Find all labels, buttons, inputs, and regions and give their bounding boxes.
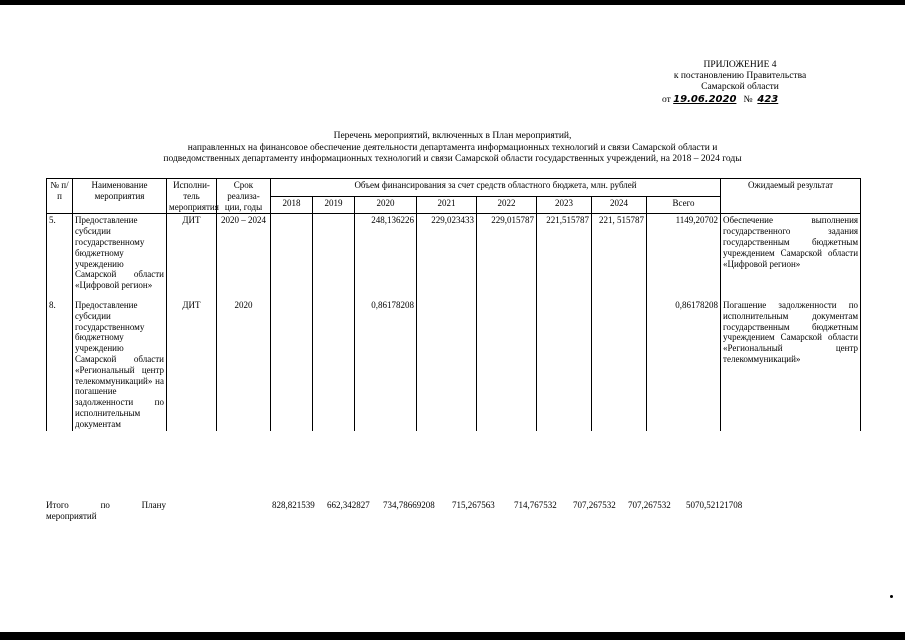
row-result: Обеспечение выполнения государственного задания государственным бюджетным учреждением Самарской области «Цифровой регион» <box>721 214 861 292</box>
col-header-2021: 2021 <box>417 196 477 214</box>
row-total: 0,86178208 <box>647 292 721 431</box>
totals-v2020: 734,78669208 <box>383 500 435 510</box>
totals-v2023: 707,267532 <box>573 500 616 510</box>
totals-total: 5070,52121708 <box>686 500 743 510</box>
row-v2023 <box>537 292 592 431</box>
header-row-1 <box>47 179 861 197</box>
row-name: Предоставление субсидии государственному бюджетному учреждению Самарской области «Цифровой регион» <box>73 214 167 292</box>
row-num: 8. <box>47 292 73 431</box>
row-num: 5. <box>47 214 73 292</box>
row-v2020: 0,86178208 <box>355 292 417 431</box>
row-v2019 <box>313 292 355 431</box>
totals-label <box>46 500 166 522</box>
totals-label-b: по <box>100 500 110 510</box>
col-header-result: Ожидаемый результат <box>721 179 861 214</box>
table-row <box>47 214 861 292</box>
col-header-2019: 2019 <box>313 196 355 214</box>
row-executor: ДИТ <box>167 292 217 431</box>
annex-number: 423 <box>757 93 779 105</box>
row-v2024: 221, 515787 <box>592 214 647 292</box>
row-name: Предоставление субсидии государственному бюджетному учреждению Самарской области «Региональный центр телекоммуникаций» на погашение задолженности по исполнительным документам <box>73 292 167 431</box>
scan-border-top <box>0 0 905 5</box>
totals-v2024: 707,267532 <box>628 500 671 510</box>
col-header-2020: 2020 <box>355 196 417 214</box>
table-row <box>47 292 861 431</box>
totals-label-c: Плану <box>141 500 166 510</box>
row-v2021 <box>417 292 477 431</box>
document-title <box>0 131 905 166</box>
totals-v2022: 714,767532 <box>514 500 557 510</box>
row-v2018 <box>271 214 313 292</box>
row-v2018 <box>271 292 313 431</box>
title-line-2: направленных на финансовое обеспечение деятельности департамента информационных технологий и связи Самарской области и <box>187 142 718 153</box>
row-v2022 <box>477 292 537 431</box>
totals-label-d: мероприятий <box>46 510 97 521</box>
scan-speck <box>890 595 893 598</box>
col-header-2022: 2022 <box>477 196 537 214</box>
annex-date: 19.06.2020 <box>673 93 737 105</box>
col-header-term: Срок реализа-ции, годы <box>217 179 271 214</box>
row-result: Погашение задолженности по исполнительным документам государственным бюджетным учреждением Самарской области «Региональный центр телекоммуникаций» <box>721 292 861 431</box>
scan-border-bottom <box>0 632 905 640</box>
col-header-total: Всего <box>647 196 721 214</box>
title-line-1: Перечень мероприятий, включенных в План мероприятий, <box>333 131 572 141</box>
row-v2022: 229,015787 <box>477 214 537 292</box>
col-header-2018: 2018 <box>271 196 313 214</box>
totals-label-a: Итого <box>46 500 69 510</box>
col-header-name: Наименование мероприятия <box>73 179 167 214</box>
title-line-3: подведомственных департаменту информационных технологий и связи Самарской области государственных учреждений, на 2018 – 2024 годы <box>163 154 742 165</box>
annex-order-line <box>640 94 840 106</box>
col-header-2023: 2023 <box>537 196 592 214</box>
row-v2021: 229,023433 <box>417 214 477 292</box>
row-v2019 <box>313 214 355 292</box>
annex-line-2: Самарской области <box>701 82 779 93</box>
annex-block <box>640 60 840 106</box>
col-header-executor: Исполни-тель мероприятия <box>167 179 217 214</box>
annex-number-label: № <box>743 94 753 105</box>
totals-v2019: 662,342827 <box>327 500 370 510</box>
row-executor: ДИТ <box>167 214 217 292</box>
annex-title: ПРИЛОЖЕНИЕ 4 <box>703 60 777 70</box>
col-header-2024: 2024 <box>592 196 647 214</box>
row-term: 2020 – 2024 <box>217 214 271 292</box>
col-header-funding: Объем финансирования за счет средств областного бюджета, млн. рублей <box>271 179 721 197</box>
totals-v2018: 828,821539 <box>272 500 315 510</box>
annex-line-1: к постановлению Правительства <box>673 71 807 82</box>
row-v2023: 221,515787 <box>537 214 592 292</box>
totals-v2021: 715,267563 <box>452 500 495 510</box>
row-v2024 <box>592 292 647 431</box>
annex-from-label: от <box>662 94 671 105</box>
col-header-num: № п/п <box>47 179 73 214</box>
measures-table <box>46 178 861 431</box>
row-term: 2020 <box>217 292 271 431</box>
row-v2020: 248,136226 <box>355 214 417 292</box>
row-total: 1149,20702 <box>647 214 721 292</box>
